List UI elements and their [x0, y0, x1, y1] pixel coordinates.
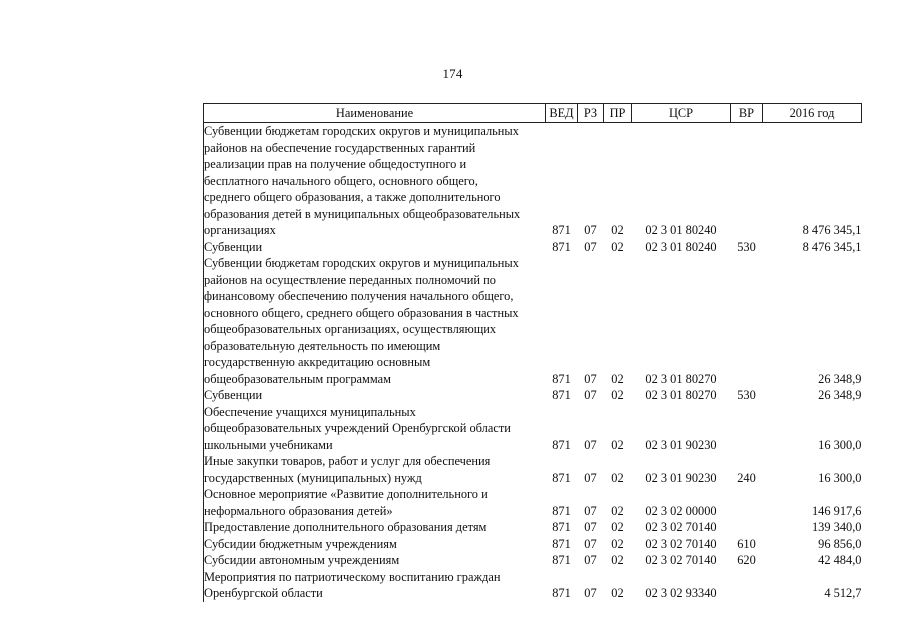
- table-row: [204, 453, 862, 486]
- row-name-line: Субсидии автономным учреждениям: [204, 553, 400, 567]
- row-rz: 07: [584, 470, 597, 485]
- row-ved: 871: [552, 553, 571, 567]
- header-vr: ВР: [731, 104, 763, 123]
- row-amount: 139 340,0: [811, 520, 862, 534]
- row-csr: 02 3 01 90230: [645, 437, 717, 452]
- row-amount: 42 484,0: [818, 553, 862, 567]
- row-name-line: районов на осуществление переданных полномочий по: [204, 272, 496, 287]
- row-name: [204, 569, 546, 602]
- row-ved: 871: [552, 503, 571, 518]
- row-name-line: образования детей в муниципальных общеобразовательных: [204, 206, 521, 221]
- row-csr: 02 3 02 70140: [645, 536, 717, 551]
- row-ved: 871: [552, 239, 571, 254]
- table-row: [204, 255, 862, 387]
- row-name: [204, 255, 546, 387]
- row-name-line: Субвенции: [204, 388, 263, 402]
- row-vr: 530: [737, 239, 756, 254]
- row-name-line: Мероприятия по патриотическому воспитанию граждан: [204, 569, 501, 584]
- row-amount: 146 917,6: [811, 503, 862, 518]
- table-row: [204, 486, 862, 519]
- budget-table: [203, 103, 862, 602]
- row-vr: 530: [737, 388, 756, 402]
- row-name: [204, 453, 546, 486]
- row-vr: [731, 519, 763, 536]
- row-name-line: общеобразовательных учреждений Оренбургской области: [204, 421, 511, 435]
- row-csr: 02 3 01 80270: [645, 371, 717, 386]
- row-ved: 871: [552, 388, 571, 402]
- table-row: [204, 123, 862, 239]
- row-pr: 02: [611, 520, 624, 534]
- row-vr: [731, 486, 763, 519]
- row-name: [204, 519, 546, 536]
- header-year: 2016 год: [763, 104, 862, 123]
- row-name-line: организациях: [204, 223, 276, 237]
- row-name-line: государственных (муниципальных) нужд: [204, 470, 422, 485]
- row-name-line: Оренбургской области: [204, 586, 323, 600]
- row-pr: 02: [611, 536, 624, 551]
- row-ved: 871: [552, 470, 571, 485]
- row-csr: 02 3 01 90230: [645, 470, 717, 485]
- row-name-line: Субвенции бюджетам городских округов и муниципальных: [204, 124, 519, 138]
- header-pr: ПР: [604, 104, 632, 123]
- row-rz: 07: [584, 223, 597, 237]
- row-amount: 96 856,0: [818, 536, 862, 551]
- row-pr: 02: [611, 553, 624, 567]
- row-rz: 07: [584, 586, 597, 600]
- row-csr: 02 3 02 93340: [645, 586, 717, 600]
- row-name: [204, 486, 546, 519]
- row-name-line: неформального образования детей»: [204, 503, 393, 518]
- row-name-line: образовательную деятельность по имеющим: [204, 338, 441, 353]
- row-rz: 07: [584, 536, 597, 551]
- row-name-line: Обеспечение учащихся муниципальных: [204, 404, 416, 419]
- row-pr: 02: [611, 503, 624, 518]
- row-pr: 02: [611, 586, 624, 600]
- row-csr: 02 3 02 00000: [645, 503, 717, 518]
- row-name: [204, 387, 546, 404]
- row-amount: 4 512,7: [824, 586, 862, 600]
- header-name: Наименование: [204, 104, 546, 123]
- row-name: [204, 536, 546, 553]
- row-ved: 871: [552, 371, 571, 386]
- row-csr: 02 3 01 80270: [645, 388, 717, 402]
- header-rz: РЗ: [578, 104, 604, 123]
- row-vr: [731, 255, 763, 387]
- row-name-line: основного общего, среднего общего образования в частных: [204, 305, 519, 320]
- row-rz: 07: [584, 553, 597, 567]
- row-name-line: Предоставление дополнительного образования детям: [204, 520, 487, 534]
- row-amount: 26 348,9: [818, 371, 862, 386]
- row-ved: 871: [552, 520, 571, 534]
- table-row: [204, 387, 862, 404]
- row-ved: 871: [552, 223, 571, 237]
- table-body: [204, 123, 862, 602]
- row-ved: 871: [552, 586, 571, 600]
- row-vr: [731, 404, 763, 454]
- row-amount: 16 300,0: [818, 437, 862, 452]
- row-rz: 07: [584, 503, 597, 518]
- table-row: [204, 519, 862, 536]
- row-name: [204, 123, 546, 239]
- row-name-line: общеобразовательным программам: [204, 371, 391, 386]
- table-row: [204, 404, 862, 454]
- row-rz: 07: [584, 388, 597, 402]
- row-name-line: государственную аккредитацию основным: [204, 355, 431, 369]
- row-csr: 02 3 01 80240: [645, 239, 717, 254]
- row-name-line: Субвенции бюджетам городских округов и муниципальных: [204, 256, 519, 270]
- row-name-line: общеобразовательных организациях, осуществляющих: [204, 322, 497, 336]
- table-row: [204, 552, 862, 569]
- row-pr: 02: [611, 437, 624, 452]
- header-csr: ЦСР: [632, 104, 731, 123]
- row-name: [204, 552, 546, 569]
- row-amount: 8 476 345,1: [802, 223, 862, 237]
- row-csr: 02 3 01 80240: [645, 223, 717, 237]
- row-name: [204, 404, 546, 454]
- table-row: [204, 239, 862, 256]
- row-name-line: реализации прав на получение общедоступного и: [204, 157, 467, 171]
- row-pr: 02: [611, 371, 624, 386]
- row-name: [204, 239, 546, 256]
- row-csr: 02 3 02 70140: [645, 553, 717, 567]
- row-amount: 16 300,0: [818, 470, 862, 485]
- row-name-line: районов на обеспечение государственных гарантий: [204, 140, 476, 155]
- row-name-line: школьными учебниками: [204, 437, 333, 452]
- row-name-line: бесплатного начального общего, основного общего,: [204, 173, 478, 188]
- row-pr: 02: [611, 470, 624, 485]
- header-ved: ВЕД: [546, 104, 578, 123]
- table-row: [204, 536, 862, 553]
- row-ved: 871: [552, 437, 571, 452]
- page-number: 174: [442, 66, 463, 81]
- row-rz: 07: [584, 520, 597, 534]
- row-name-line: Субвенции: [204, 239, 263, 254]
- row-rz: 07: [584, 437, 597, 452]
- table-row: [204, 569, 862, 602]
- row-vr: 610: [737, 536, 756, 551]
- row-rz: 07: [584, 371, 597, 386]
- row-vr: 620: [737, 553, 756, 567]
- row-vr: 240: [737, 470, 756, 485]
- row-amount: 26 348,9: [818, 388, 862, 402]
- row-ved: 871: [552, 536, 571, 551]
- row-name-line: Иные закупки товаров, работ и услуг для обеспечения: [204, 454, 491, 468]
- row-pr: 02: [611, 223, 624, 237]
- row-pr: 02: [611, 239, 624, 254]
- row-name-line: Субсидии бюджетным учреждениям: [204, 536, 397, 551]
- row-pr: 02: [611, 388, 624, 402]
- table-header-row: [204, 104, 862, 123]
- row-csr: 02 3 02 70140: [645, 520, 717, 534]
- row-name-line: среднего общего образования, а также дополнительного: [204, 190, 501, 204]
- row-vr: [731, 569, 763, 602]
- row-name-line: финансовому обеспечению получения начального общего,: [204, 289, 514, 303]
- row-amount: 8 476 345,1: [802, 239, 862, 254]
- row-rz: 07: [584, 239, 597, 254]
- row-name-line: Основное мероприятие «Развитие дополнительного и: [204, 487, 488, 501]
- row-vr: [731, 123, 763, 239]
